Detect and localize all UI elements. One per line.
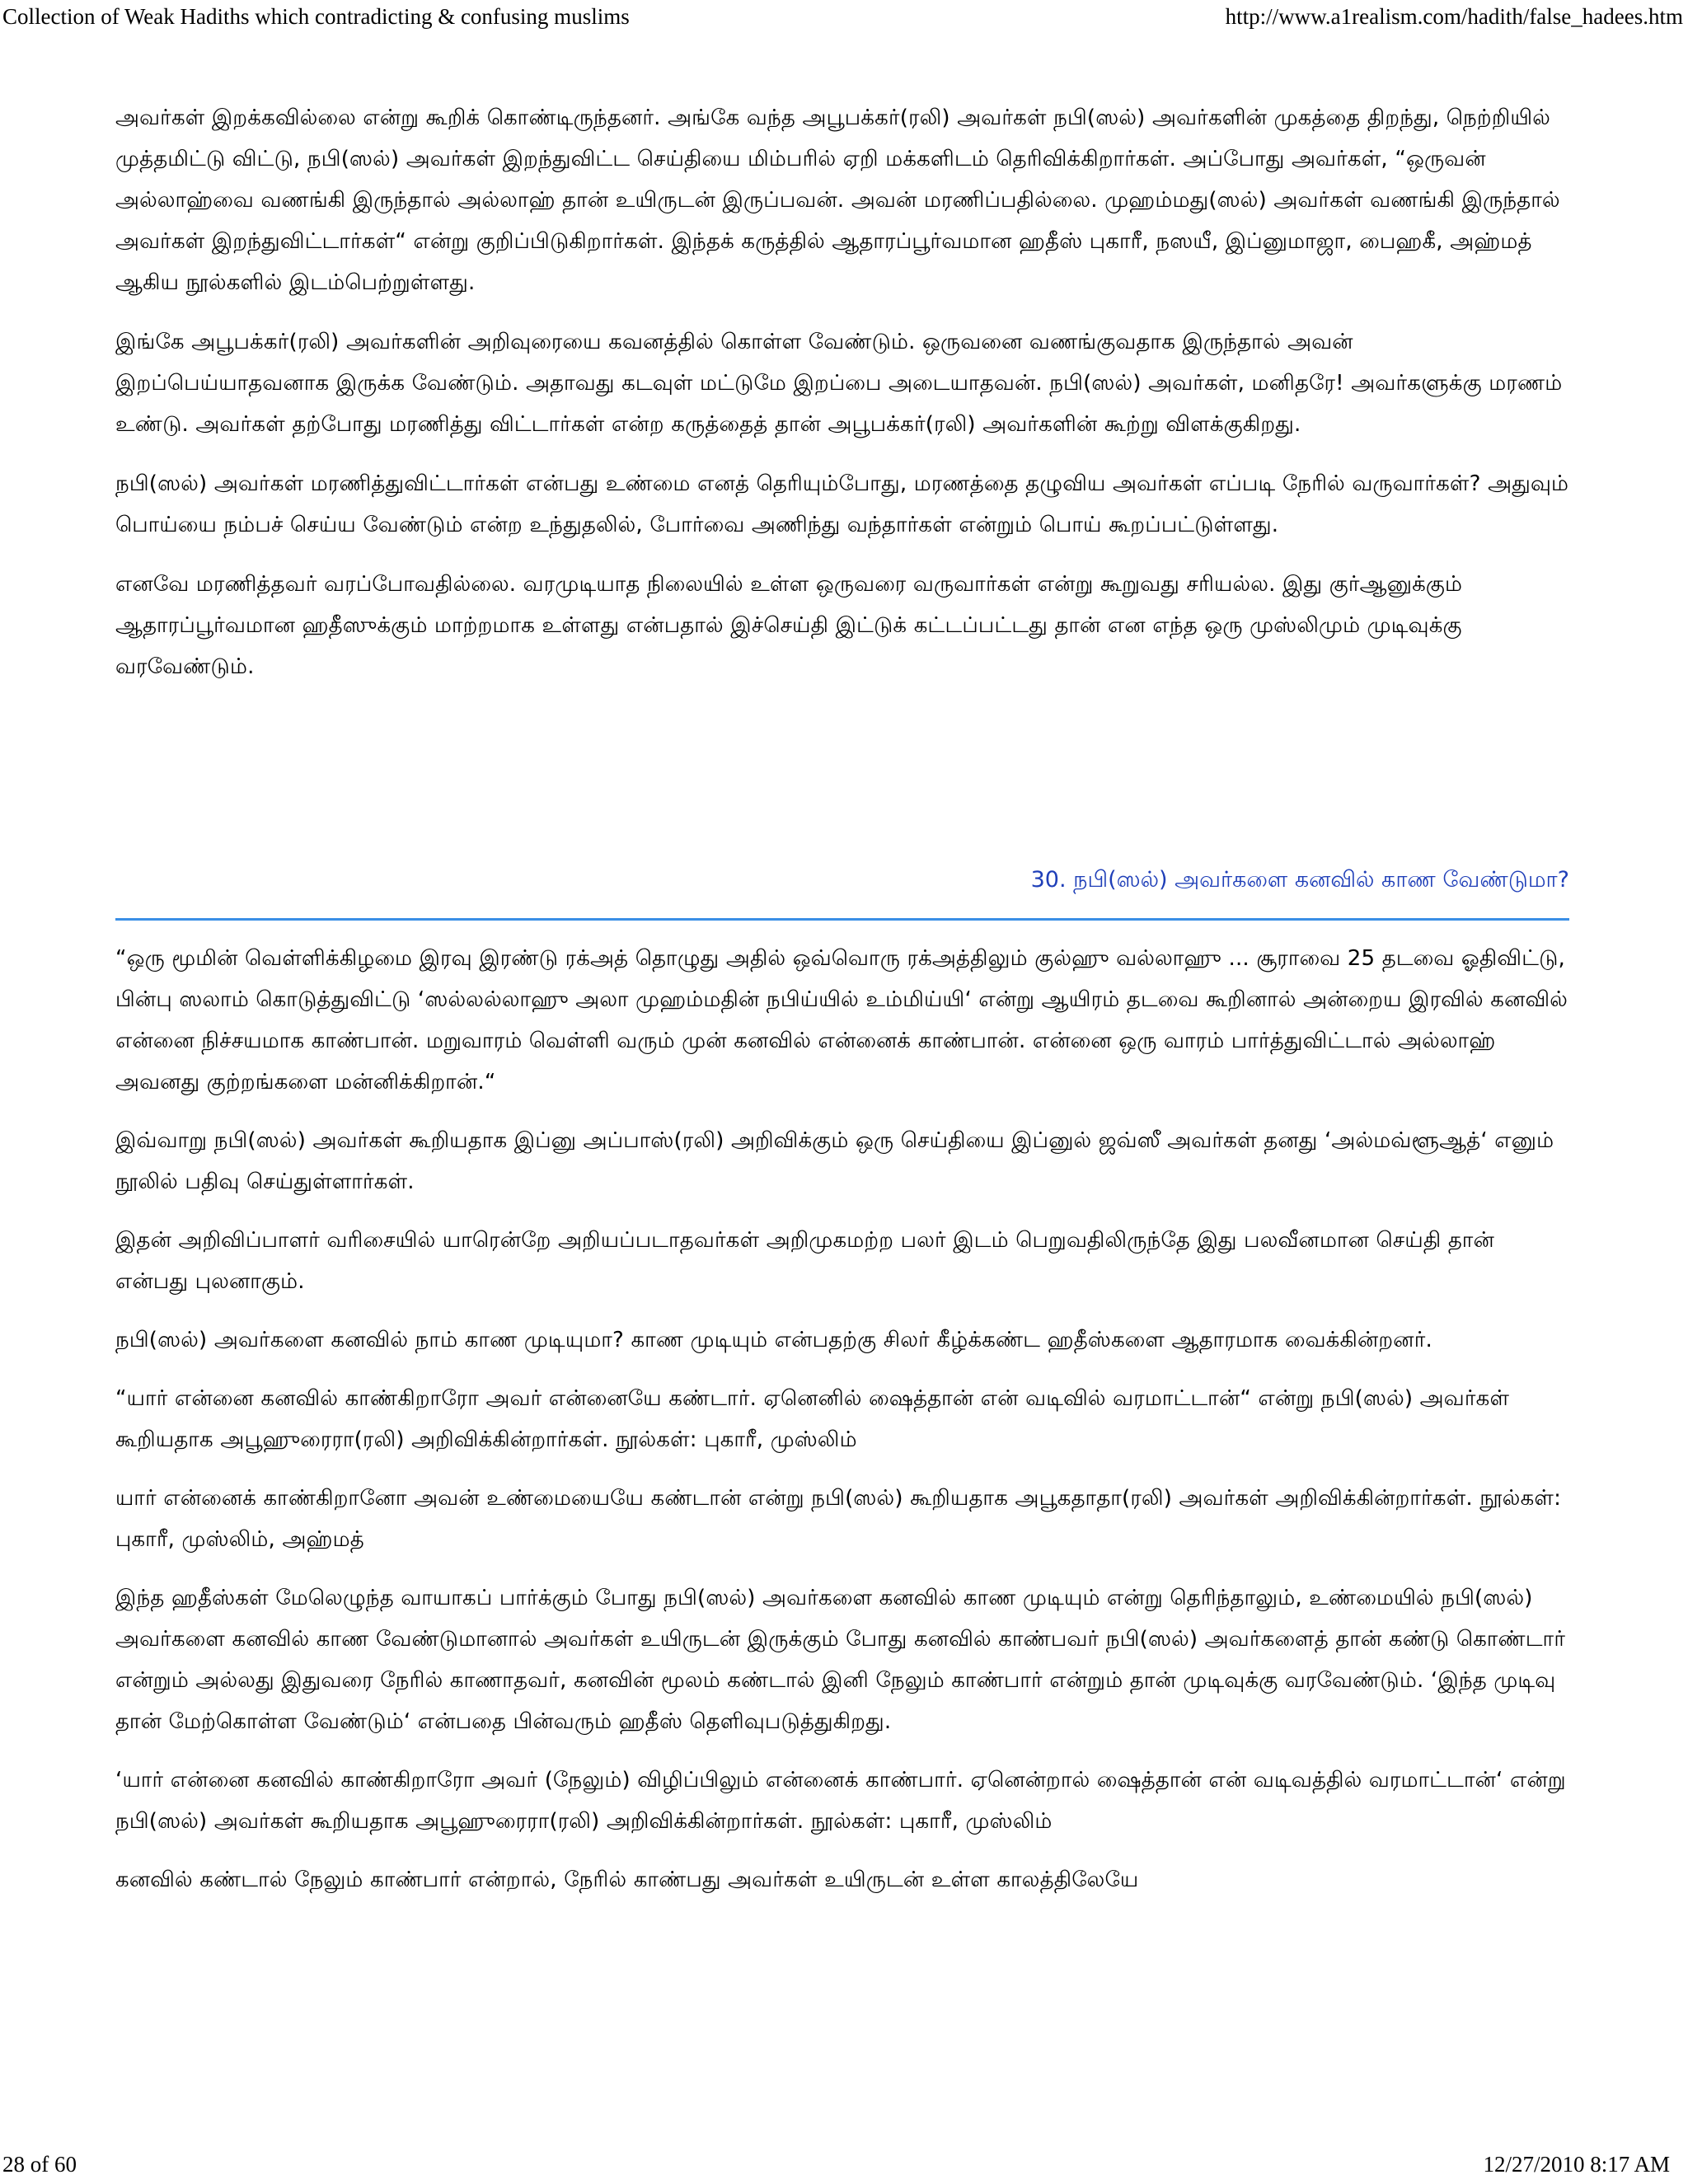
paragraph: யார் என்னைக் காண்கிறானோ அவன் உண்மையையே கண்டான் என்று நபி(ஸல்) கூறியதாக அபூகதாதா(ரலி) அவர்கள் அறிவிக்கின்றார்கள். நூல்கள்: புகாரீ, முஸ்லிம், அஹ்மத் <box>115 1486 1562 1552</box>
print-footer-datetime: 12/27/2010 8:17 AM <box>1483 2152 1670 2177</box>
print-footer-page: 28 of 60 <box>2 2152 77 2177</box>
print-header-title: Collection of Weak Hadiths which contradicting & confusing muslims <box>2 4 630 29</box>
paragraph: இவ்வாறு நபி(ஸல்) அவர்கள் கூறியதாக இப்னு அப்பாஸ்(ரலி) அறிவிக்கும் ஒரு செய்தியை இப்னுல் ஜவ்ஸீ அவர்கள் தனது ‘அல்மவ்ளூஆத்‘ எனும் நூலில் பதிவு செய்துள்ளார்கள். <box>115 1128 1554 1194</box>
paragraph: கனவில் கண்டால் நேலும் காண்பார் என்றால், நேரில் காண்பது அவர்கள் உயிருடன் உள்ள காலத்திலேயே <box>115 1868 1139 1892</box>
paragraph: இங்கே அபூபக்கர்(ரலி) அவர்களின் அறிவுரையை கவனத்தில் கொள்ள வேண்டும். ஒருவனை வணங்குவதாக இருந்தால் அவன் இறப்பெய்யாதவனாக இருக்க வேண்டும். அதாவது கடவுள் மட்டுமே இறப்பை அடையாதவன். நபி(ஸல்) அவர்கள், மனிதரே! அவர்களுக்கு மரணம் உண்டு. அவர்கள் தற்போது மரணித்து விட்டார்கள் என்ற கருத்தைத் தான் அபூபக்கர்(ரலி) அவர்களின் கூற்று விளக்குகிறது. <box>115 330 1563 437</box>
paragraph: நபி(ஸல்) அவர்கள் மரணித்துவிட்டார்கள் என்பது உண்மை எனத் தெரியும்போது, மரணத்தை தழுவிய அவர்கள் எப்படி நேரில் வருவார்கள்? அதுவும் பொய்யை நம்பச் செய்ய வேண்டும் என்ற உந்துதலில், போர்வை அணிந்து வந்தார்கள் என்றும் பொய் கூறப்பட்டுள்ளது. <box>115 471 1569 537</box>
print-header-url: http://www.a1realism.com/hadith/false_hadees.htm <box>1225 4 1683 29</box>
paragraph: “ஒரு மூமின் வெள்ளிக்கிழமை இரவு இரண்டு ரக்அத் தொழுது அதில் ஒவ்வொரு ரக்அத்திலும் குல்ஹு வல்லாஹு ... சூராவை 25 தடவை ஓதிவிட்டு, பின்பு ஸலாம் கொடுத்துவிட்டு ‘ஸல்லல்லாஹு அலா முஹம்மதின் நபிய்யில் உம்மிய்யி‘ என்று ஆயிரம் தடவை கூறினால் அன்றைய இரவில் கனவில் என்னை நிச்சயமாக காண்பான். மறுவாரம் வெள்ளி வரும் முன் கனவில் என்னைக் காண்பான். என்னை ஒரு வாரம் பார்த்துவிட்டால் அல்லாஹ் அவனது குற்றங்களை மன்னிக்கிறான்.“ <box>115 946 1568 1094</box>
section-divider <box>115 918 1569 921</box>
paragraph: அவர்கள் இறக்கவில்லை என்று கூறிக் கொண்டிருந்தனர். அங்கே வந்த அபூபக்கர்(ரலி) அவர்கள் நபி(ஸல்) அவர்களின் முகத்தை திறந்து, நெற்றியில் முத்தமிட்டு விட்டு, நபி(ஸல்) அவர்கள் இறந்துவிட்ட செய்தியை மிம்பரில் ஏறி மக்களிடம் தெரிவிக்கிறார்கள். அப்போது அவர்கள், “ஒருவன் அல்லாஹ்வை வணங்கி இருந்தால் அல்லாஹ் தான் உயிருடன் இருப்பவன். அவன் மரணிப்பதில்லை. முஹம்மது(ஸல்) அவர்கள் வணங்கி இருந்தால் அவர்கள் இறந்துவிட்டார்கள்“ என்று குறிப்பிடுகிறார்கள். இந்தக் கருத்தில் ஆதாரப்பூர்வமான ஹதீஸ் புகாரீ, நஸயீ, இப்னுமாஜா, பைஹகீ, அஹ்மத் ஆகிய நூல்களில் இடம்பெற்றுள்ளது. <box>115 105 1560 295</box>
paragraph: ‘யார் என்னை கனவில் காண்கிறாரோ அவர் (நேலும்) விழிப்பிலும் என்னைக் காண்பார். ஏனென்றால் ஷைத்தான் என் வடிவத்தில் வரமாட்டான்‘ என்று நபி(ஸல்) அவர்கள் கூறியதாக அபூஹுரைரா(ரலி) அறிவிக்கின்றார்கள். நூல்கள்: புகாரீ, முஸ்லிம் <box>115 1768 1566 1834</box>
article-part-2 <box>115 938 1569 1918</box>
section-heading: 30. நபி(ஸல்) அவர்களை கனவில் காண வேண்டுமா? <box>1030 867 1569 893</box>
article-body <box>115 97 1569 705</box>
paragraph: “யார் என்னை கனவில் காண்கிறாரோ அவர் என்னையே கண்டார். ஏனெனில் ஷைத்தான் என் வடிவில் வரமாட்டான்“ என்று நபி(ஸல்) அவர்கள் கூறியதாக அபூஹுரைரா(ரலி) அறிவிக்கின்றார்கள். நூல்கள்: புகாரீ, முஸ்லிம் <box>115 1386 1510 1452</box>
article-part-1 <box>115 97 1569 687</box>
paragraph: இதன் அறிவிப்பாளர் வரிசையில் யாரென்றே அறியப்படாதவர்கள் அறிமுகமற்ற பலர் இடம் பெறுவதிலிருந்தே இது பலவீனமான செய்தி தான் என்பது புலனாகும். <box>115 1228 1494 1294</box>
paragraph: நபி(ஸல்) அவர்களை கனவில் நாம் காண முடியுமா? காண முடியும் என்பதற்கு சிலர் கீழ்க்கண்ட ஹதீஸ்களை ஆதாரமாக வைக்கின்றனர். <box>115 1328 1432 1352</box>
paragraph: எனவே மரணித்தவர் வரப்போவதில்லை. வரமுடியாத நிலையில் உள்ள ஒருவரை வருவார்கள் என்று கூறுவது சரியல்ல. இது குர்ஆனுக்கும் ஆதாரப்பூர்வமான ஹதீஸுக்கும் மாற்றமாக உள்ளது என்பதால் இச்செய்தி இட்டுக் கட்டப்பட்டது தான் என எந்த ஒரு முஸ்லிமும் முடிவுக்கு வரவேண்டும். <box>115 572 1463 679</box>
paragraph: இந்த ஹதீஸ்கள் மேலெழுந்த வாயாகப் பார்க்கும் போது நபி(ஸல்) அவர்களை கனவில் காண முடியும் என்று தெரிந்தாலும், உண்மையில் நபி(ஸல்) அவர்களை கனவில் காண வேண்டுமானால் அவர்கள் உயிருடன் இருக்கும் போது கனவில் காண்பவர் நபி(ஸல்) அவர்களைத் தான் கண்டு கொண்டார் என்றும் அல்லது இதுவரை நேரில் காணாதவர், கனவின் மூலம் கண்டால் இனி நேலும் காண்பார் என்றும் தான் முடிவுக்கு வரவேண்டும். ‘இந்த முடிவு தான் மேற்கொள்ள வேண்டும்‘ என்பதை பின்வரும் ஹதீஸ் தெளிவுபடுத்துகிறது. <box>115 1586 1566 1734</box>
